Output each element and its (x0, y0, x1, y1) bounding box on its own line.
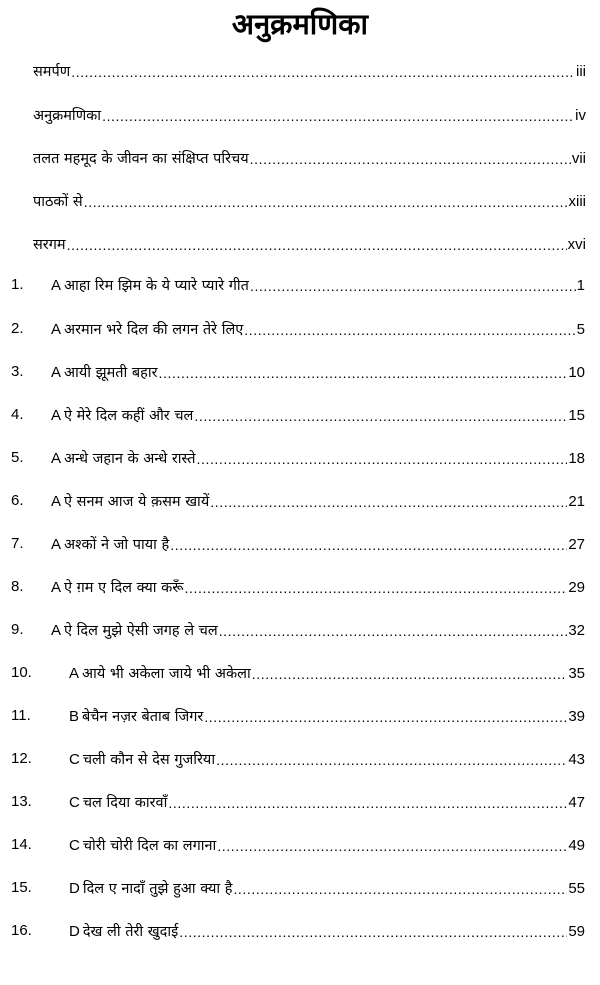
entry-number: 10. (11, 664, 32, 681)
entry-letter: D (69, 923, 80, 940)
entry-letter: D (69, 880, 80, 897)
entry-page-number: 21 (568, 493, 585, 510)
entry-title: ऐ ग़म ए दिल क्या करूँ (64, 580, 184, 596)
entry-number: 8. (11, 578, 24, 595)
entry-letter: A (51, 407, 62, 424)
entry-letter: C (69, 794, 80, 811)
toc-front-item (33, 231, 586, 255)
entry-letter: C (69, 837, 80, 854)
toc-label: पाठकों से (33, 194, 83, 210)
entry-letter: A (51, 493, 62, 510)
entry-number: 15. (11, 879, 32, 896)
entry-title: अश्कों ने जो पाया है (64, 537, 170, 553)
entry-page-number: 27 (568, 536, 585, 553)
toc-front-item (33, 58, 586, 82)
entry-number: 11. (11, 707, 31, 724)
entry-title: चोरी चोरी दिल का लगाना (82, 838, 217, 854)
dot-leader (244, 320, 575, 340)
dot-leader (216, 750, 567, 770)
entry-page-number: 18 (568, 450, 585, 467)
entry-page-number: 39 (568, 708, 585, 725)
entry-page-number: 47 (568, 794, 585, 811)
entry-title: आयी झूमती बहार (64, 365, 158, 381)
dot-leader (102, 106, 574, 126)
toc-front-item (33, 102, 586, 126)
entry-page-number: 32 (568, 622, 585, 639)
toc-front-item (33, 188, 586, 212)
entry-page-number: 15 (568, 407, 585, 424)
entry-letter: B (69, 708, 80, 725)
toc-label: सरगम (33, 237, 66, 253)
entry-number: 13. (11, 793, 32, 810)
entry-title: चली कौन से देस गुजरिया (82, 752, 216, 768)
entry-page-number: 59 (568, 923, 585, 940)
entry-page-number: 29 (568, 579, 585, 596)
entry-title: दिल ए नादाँ तुझे हुआ क्या है (82, 881, 233, 897)
dot-leader (168, 793, 567, 813)
entry-number: 3. (11, 363, 24, 380)
entry-page-number: 43 (568, 751, 585, 768)
dot-leader (179, 922, 567, 942)
dot-leader (219, 621, 568, 641)
entry-title: अरमान भरे दिल की लगन तेरे लिए (64, 322, 244, 338)
dot-leader (204, 707, 567, 727)
toc-page-number: vii (571, 150, 586, 167)
dot-leader (67, 235, 567, 255)
entry-title: आहा रिम झिम के ये प्यारे प्यारे गीत (64, 278, 249, 294)
entry-title: देख ली तेरी खुदाई (82, 924, 179, 940)
toc-page-number: iv (575, 107, 586, 124)
entry-letter: C (69, 751, 80, 768)
toc-page-number: xiii (568, 193, 586, 210)
entry-title: बेचैन नज़र बेताब जिगर (82, 709, 204, 725)
dot-leader (250, 276, 576, 296)
entry-letter: A (51, 579, 62, 596)
entry-letter: A (51, 321, 62, 338)
entry-page-number: 55 (568, 880, 585, 897)
dot-leader (170, 535, 567, 555)
toc-page-number: iii (576, 63, 586, 80)
entry-number: 7. (11, 535, 24, 552)
entry-letter: A (51, 277, 62, 294)
toc-label: समर्पण (33, 64, 71, 80)
entry-number: 12. (11, 750, 32, 767)
entry-number: 4. (11, 406, 24, 423)
entry-number: 2. (11, 320, 24, 337)
entry-letter: A (51, 364, 62, 381)
entry-title: ऐ सनम आज ये क़सम खायें (64, 494, 210, 510)
entry-title: चल दिया कारवाँ (82, 795, 168, 811)
entry-number: 14. (11, 836, 32, 853)
dot-leader (185, 578, 568, 598)
dot-leader (210, 492, 567, 512)
entry-letter: A (51, 536, 62, 553)
entry-page-number: 1 (576, 277, 585, 294)
entry-number: 1. (11, 276, 24, 293)
dot-leader (217, 836, 567, 856)
toc-label: अनुक्रमणिका (33, 108, 102, 124)
page-title: अनुक्रमणिका (231, 7, 369, 41)
entry-number: 16. (11, 922, 32, 939)
toc-label: तलत महमूद के जीवन का संक्षिप्त परिचय (33, 151, 249, 167)
entry-letter: A (51, 622, 62, 639)
dot-leader (71, 62, 575, 82)
entry-title: आये भी अकेला जाये भी अकेला (82, 666, 251, 682)
dot-leader (159, 363, 568, 383)
toc-page-number: xvi (567, 236, 586, 253)
entry-number: 5. (11, 449, 24, 466)
entry-title: ऐ दिल मुझे ऐसी जगह ले चल (64, 623, 218, 639)
entry-letter: A (69, 665, 80, 682)
entry-number: 6. (11, 492, 24, 509)
dot-leader (196, 449, 567, 469)
entry-page-number: 49 (568, 837, 585, 854)
dot-leader (233, 879, 567, 899)
dot-leader (250, 149, 571, 169)
dot-leader (84, 192, 568, 212)
entry-page-number: 10 (568, 364, 585, 381)
dot-leader (252, 664, 568, 684)
entry-title: अन्धे जहान के अन्धे रास्ते (64, 451, 196, 467)
entry-letter: A (51, 450, 62, 467)
entry-page-number: 35 (568, 665, 585, 682)
dot-leader (194, 406, 567, 426)
entry-page-number: 5 (576, 321, 585, 338)
entry-number: 9. (11, 621, 24, 638)
toc-front-item (33, 145, 586, 169)
entry-title: ऐ मेरे दिल कहीं और चल (64, 408, 194, 424)
